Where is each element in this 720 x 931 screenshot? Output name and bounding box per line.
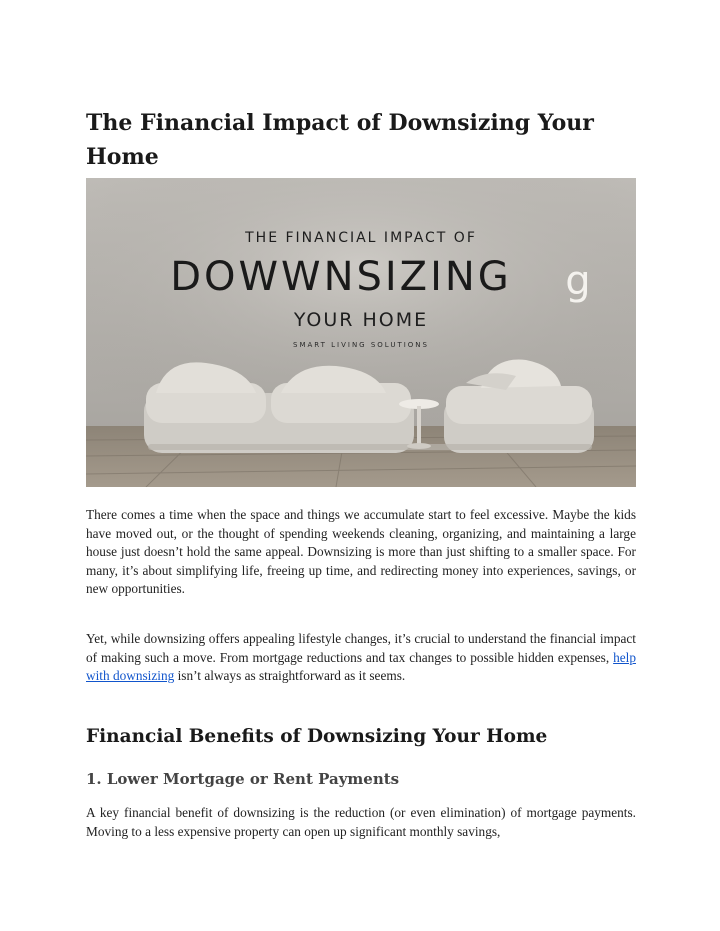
hero-image bbox=[86, 178, 636, 487]
second-paragraph-after: isn’t always as straightforward as it seems. bbox=[174, 668, 406, 683]
intro-paragraph-text: There comes a time when the space and things we accumulate start to feel excessive. Maybe the kids have moved out, or the thought of spending weekends cleaning, organizing, and maintaining a large house just doesn’t hold the same appeal. Downsizing is more than just shifting to a smaller space. For many, it’s about simplifying life, freeing up time, and redirecting money into experiences, savings, or new opportunities. bbox=[86, 507, 636, 596]
third-paragraph bbox=[86, 804, 636, 841]
second-paragraph-before: Yet, while downsizing offers appealing lifestyle changes, it’s crucial to understand the financial impact of making such a move. From mortgage reductions and tax changes to possible hidden expenses, bbox=[86, 631, 636, 665]
hero-line3: YOUR HOME bbox=[293, 309, 429, 331]
hero-line2: DOWWNSIZING bbox=[170, 254, 512, 300]
hero-logo-glyph: g bbox=[565, 258, 591, 304]
intro-paragraph bbox=[86, 506, 636, 599]
second-paragraph bbox=[86, 630, 636, 686]
subsection-heading: 1. Lower Mortgage or Rent Payments bbox=[86, 770, 400, 788]
section-heading: Financial Benefits of Downsizing Your Home bbox=[86, 726, 548, 747]
third-paragraph-text: A key financial benefit of downsizing is the reduction (or even elimination) of mortgage payments. Moving to a less expensive property can open up significant monthly savings, bbox=[86, 805, 636, 839]
help-with-downsizing-link[interactable]: help with downsizing bbox=[86, 649, 636, 683]
hero-line4: SMART LIVING SOLUTIONS bbox=[293, 341, 429, 349]
article-title: The Financial Impact of Downsizing Your Home bbox=[86, 110, 594, 170]
second-paragraph-text bbox=[86, 630, 636, 686]
hero-line1: THE FINANCIAL IMPACT OF bbox=[245, 230, 477, 246]
